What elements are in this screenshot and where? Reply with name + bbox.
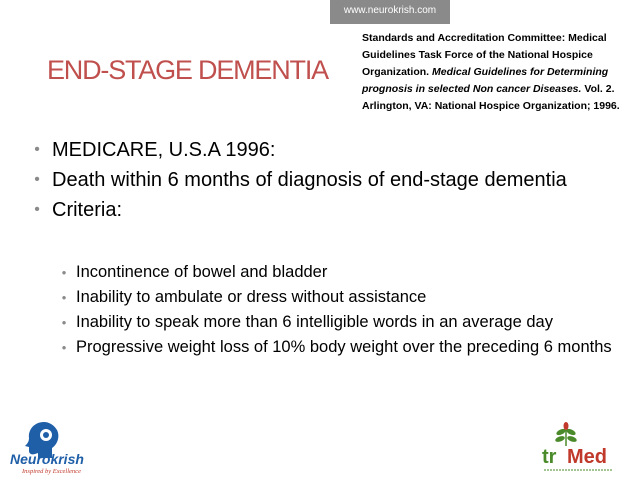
bullet-dot: • xyxy=(34,201,40,218)
criteria-item xyxy=(58,337,618,358)
criteria-text: Incontinence of bowel and bladder xyxy=(76,263,328,281)
reference-part-2: Vol. 2. Arlington, VA: National Hospice Organization; 1996. xyxy=(362,83,620,112)
criteria-text: Progressive weight loss of 10% body weight over the preceding 6 months xyxy=(76,338,612,356)
slide-title: END-STAGE DEMENTIA xyxy=(47,55,328,85)
site-url[interactable]: www.neurokrish.com xyxy=(343,5,437,16)
logo-left-name: Neurokrish xyxy=(10,451,84,467)
url-header-bar xyxy=(330,0,450,24)
criteria-text: Inability to ambulate or dress without assistance xyxy=(76,288,427,306)
bullet-medicare xyxy=(30,138,620,162)
bullet-text: MEDICARE, U.S.A 1996: xyxy=(52,139,276,161)
sub-bullet-dot: • xyxy=(61,340,67,355)
bullet-dot: • xyxy=(34,141,40,158)
criteria-item xyxy=(58,287,618,308)
bullet-text: Criteria: xyxy=(52,199,123,221)
criteria-sub-list xyxy=(58,262,618,362)
plant-sprout-icon xyxy=(554,422,577,446)
logo-right-name-part-1: tr xyxy=(542,446,557,468)
main-bullet-list xyxy=(30,138,620,228)
criteria-item xyxy=(58,262,618,283)
bullet-death-within xyxy=(30,168,620,192)
trimed-logo xyxy=(512,418,632,476)
neurokrish-logo xyxy=(8,418,128,476)
logo-right-name-part-2: Med xyxy=(567,446,607,468)
bullet-dot: • xyxy=(34,171,40,188)
criteria-text: Inability to speak more than 6 intelligible words in an average day xyxy=(76,313,553,331)
logo-left-tagline: Inspired by Excellence xyxy=(22,468,81,475)
sub-bullet-dot: • xyxy=(61,290,67,305)
reference-part-1: Standards and Accreditation Committee: Medical Guidelines Task Force of the National Hospice Organization. xyxy=(362,32,607,78)
reference-title: Medical Guidelines for Determining prognosis in selected Non cancer Diseases. xyxy=(362,66,609,95)
sub-bullet-dot: • xyxy=(61,265,67,280)
bullet-criteria xyxy=(30,198,620,222)
bullet-text: Death within 6 months of diagnosis of end-stage dementia xyxy=(52,169,567,191)
sub-bullet-dot: • xyxy=(61,315,67,330)
criteria-item xyxy=(58,312,618,333)
